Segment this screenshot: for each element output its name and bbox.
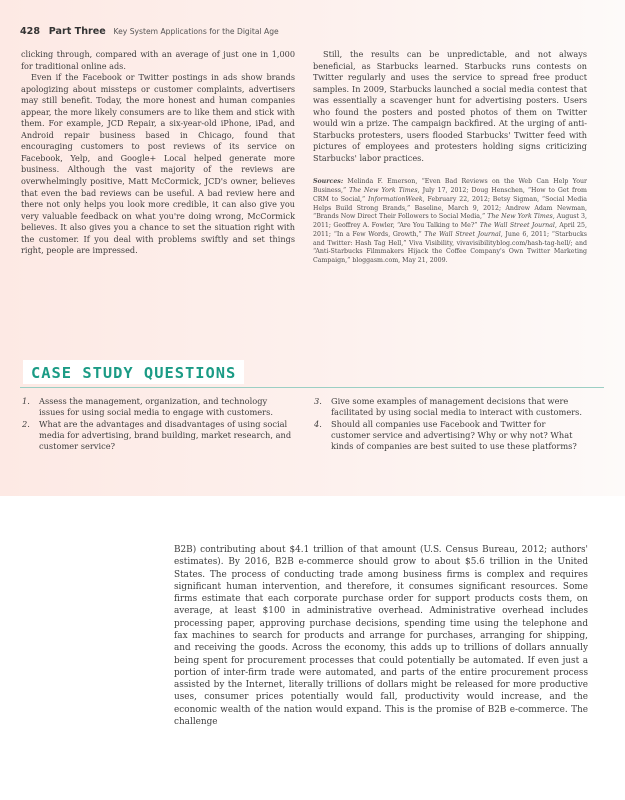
case-study-heading: CASE STUDY QUESTIONS [23, 360, 244, 384]
section-divider [20, 387, 604, 388]
question-item: 3. Give some examples of management decisions that were facilitated by using social media to interact with customers. [314, 396, 582, 418]
sources-label: Sources: [313, 178, 344, 186]
left-column [21, 49, 295, 257]
right-column [313, 49, 587, 266]
sources-note: Sources: Melinda F. Emerson, “Even Bad Reviews on the Web Can Help Your Business,” The New York Times, July 17, 2012; Doug Henschen, “How to Get from CRM to Social,” InformationWeek, February 22, 2012; Betsy Sigman, “Social Media Helps Build Strong Brands,” Baseline, March 9, 2012; Andrew Adam Newman, “Brands Now Direct Their Followers to Social Media,” The New York Times, August 3, 2011; Geoffrey A. Fowler, “Are You Talking to Me?” The Wall Street Journal, April 25, 2011; “In a Few Words, Growth,” The Wall Street Journal, June 6, 2011; “Starbucks and Twitter: Hash Tag Hell,” Viva Visibility, vivavisibilityblog.com/hash-tag-hell/; and “Anti-Starbucks Filmmakers Hijack the Coffee Company's Own Twitter Marketing Campaign,” bloggasm.com, May 21, 2009. [313, 178, 587, 264]
questions-left [22, 396, 292, 453]
paragraph: B2B) contributing about $4.1 trillion of that amount (U.S. Census Bureau, 2012; authors' estimates). By 2016, B2B e-commerce should grow to about $5.6 trillion in the United States. The process of conducting trade among business firms is complex and requires significant human intervention, and therefore, it consumes significant resources. Some firms estimate that each corporate purchase order for support products costs them, on average, at least $100 in administrative overhead. Administrative overhead includes processing paper, approving purchase decisions, spending time using the telephone and fax machines to search for products and arrange for purchases, arranging for shipping, and receiving the goods. Across the economy, this adds up to trillions of dollars annually being spent for procurement processes that could potentially be automated. If even just a portion of inter-firm trade were automated, and parts of the entire procurement process assisted by the Internet, literally trillions of dollars might be released for more productive uses, consumer prices potentially would fall, productivity would increase, and the economic wealth of the nation would expand. This is the promise of B2B e-commerce. The challenge [174, 545, 588, 727]
paragraph: Even if the Facebook or Twitter postings in ads show brands apologizing about missteps or customer complaints, advertisers may still benefit. Today, the more honest and human companies appear, the more likely consumers are to like them and stick with them. For example, JCD Repair, a six-year-old iPhone, iPad, and Android repair business based in Chicago, found that encouraging customers to post reviews of its service on Facebook, Yelp, and Google+ Local helped generate more business. Although the vast majority of the reviews are overwhelmingly positive, Matt McCormick, JCD's owner, believes that even the bad reviews can be useful. A bad review here and there not only helps you look more credible, it can also give you very valuable feedback on what you're doing wrong, McCormick believes. It also gives you a chance to set the situation right with the customer. If you deal with problems swiftly and set things right, people are impressed. [21, 72, 295, 256]
paragraph: Still, the results can be unpredictable, and not always beneficial, as Starbucks learned. Starbucks runs contests on Twitter regularly and uses the service to spread free product samples. In 2009, Starbucks launched a social media contest that was essentially a scavenger hunt for advertising posters. Users who found the posters and posted photos of them on Twitter would win a prize. The campaign backfired. At the urging of anti-Starbucks protesters, users flooded Starbucks' Twitter feed with pictures of employees and protesters holding signs criticizing Starbucks' labor practices. [313, 49, 587, 163]
questions-right [314, 396, 584, 453]
paragraph: clicking through, compared with an average of just one in 1,000 for traditional online ads. [21, 49, 295, 71]
running-head [20, 26, 279, 37]
chapter-title: Key System Applications for the Digital Age [113, 27, 279, 36]
page-number: 428 [20, 26, 41, 37]
question-item: 4. Should all companies use Facebook and Twitter for customer service and advertising? Why or why not? What kinds of companies are best suited to use these platforms? [314, 419, 577, 452]
question-item: 2. What are the advantages and disadvantages of using social media for advertising, brand building, market research, and customer service? [22, 419, 292, 452]
part-label: Part Three [48, 26, 106, 37]
question-item: 1. Assess the management, organization, and technology issues for using social media to engage with customers. [22, 396, 273, 418]
lower-body-text [174, 544, 588, 728]
